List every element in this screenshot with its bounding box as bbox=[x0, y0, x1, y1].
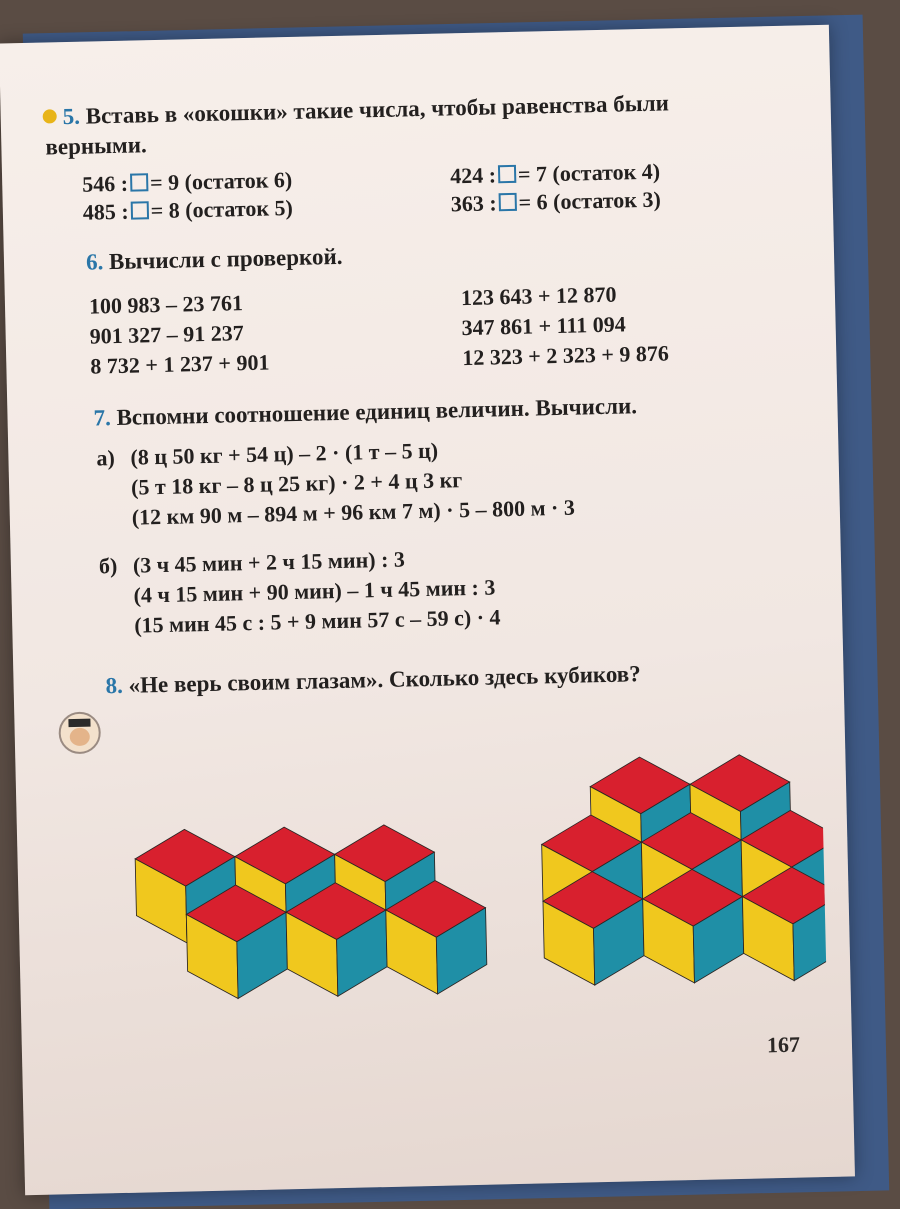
task-5-title: 5. Вставь в «окошки» такие числа, чтобы равенства были bbox=[42, 90, 669, 130]
task-5-row-1-left: 546 : = 9 (остаток 6) bbox=[81, 166, 293, 197]
page-number: 167 bbox=[766, 1031, 801, 1058]
task-6-left-1: 100 983 – 23 761 bbox=[88, 290, 244, 319]
task-7-part-a-label: а) bbox=[96, 445, 116, 471]
task-5-row-2-right: 363 : = 6 (остаток 3) bbox=[450, 186, 662, 217]
task-6-left-2: 901 327 – 91 237 bbox=[89, 320, 244, 349]
task-6-title: 6. Вычисли с проверкой. bbox=[85, 243, 343, 275]
task-7-title: 7. Вспомни соотношение единиц величин. Вычисли. bbox=[93, 393, 638, 431]
task-8-title: 8. «Не верь своим глазам». Сколько здесь кубиков? bbox=[105, 661, 641, 699]
task-7-b-1: (3 ч 45 мин + 2 ч 15 мин) : 3 bbox=[132, 546, 406, 578]
cube-figure-left bbox=[135, 823, 488, 1001]
cube-figure-right bbox=[540, 750, 828, 986]
answer-box bbox=[498, 193, 516, 211]
task-5-row-1-right: 424 : = 7 (остаток 4) bbox=[449, 158, 661, 189]
task-7-part-b-label: б) bbox=[98, 553, 118, 579]
task-6-right-1: 123 643 + 12 870 bbox=[460, 281, 617, 311]
answer-box bbox=[498, 165, 516, 183]
textbook-page bbox=[0, 25, 855, 1196]
cube-illusion-figures bbox=[81, 715, 829, 1072]
task-7-b-3: (15 мин 45 с : 5 + 9 мин 57 с – 59 с) · 4 bbox=[133, 604, 501, 638]
task-6-left-3: 8 732 + 1 237 + 901 bbox=[90, 349, 270, 379]
task-6-right-2: 347 861 + 111 094 bbox=[461, 311, 626, 341]
answer-box bbox=[130, 173, 148, 191]
task-5-title-continued: верными. bbox=[45, 132, 147, 160]
task-7-a-2: (5 т 18 кг – 8 ц 25 кг) · 2 + 4 ц 3 кг bbox=[130, 467, 463, 500]
answer-box bbox=[130, 201, 148, 219]
task-6-right-3: 12 323 + 2 323 + 9 876 bbox=[462, 340, 670, 371]
task-7-a-3: (12 км 90 м – 894 м + 96 км 7 м) · 5 – 800 м · 3 bbox=[131, 494, 576, 530]
hint-pin-icon bbox=[43, 109, 57, 123]
task-5-row-2-left: 485 : = 8 (остаток 5) bbox=[82, 194, 294, 225]
task-7-a-1: (8 ц 50 кг + 54 ц) – 2 · (1 т – 5 ц) bbox=[130, 437, 439, 470]
task-7-b-2: (4 ч 15 мин + 90 мин) – 1 ч 45 мин : 3 bbox=[133, 574, 496, 608]
